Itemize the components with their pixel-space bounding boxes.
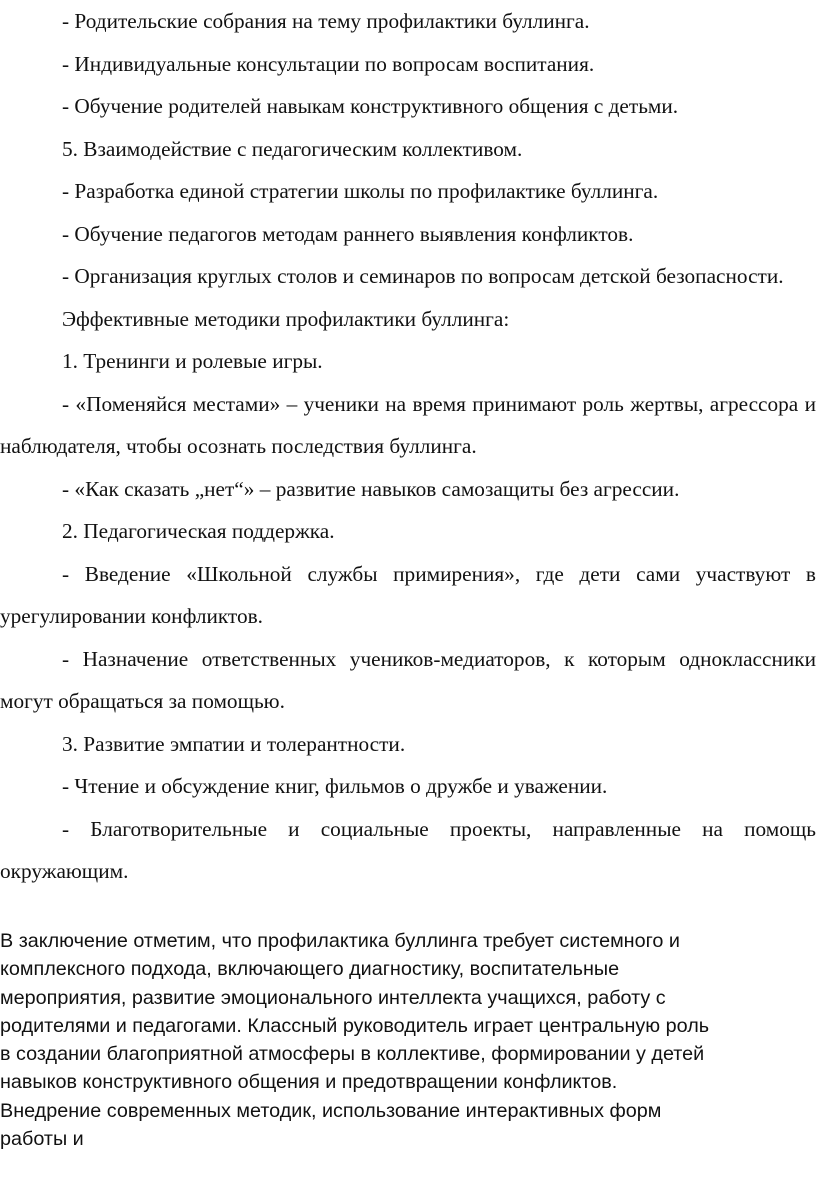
conclusion-paragraph xyxy=(0,927,800,1153)
conclusion-line: навыков конструктивного общения и предотвращении конфликтов. xyxy=(0,1071,618,1094)
list-item-reconciliation-service: - Введение «Школьной службы примирения», где дети сами участвуют в урегулировании конфликтов. xyxy=(0,561,816,628)
list-item-teacher-training: - Обучение педагогов методам раннего выявления конфликтов. xyxy=(62,221,634,246)
subheading-empathy: 3. Развитие эмпатии и толерантности. xyxy=(62,731,406,756)
list-item-charity-projects: - Благотворительные и социальные проекты, направленные на помощь окружающим. xyxy=(0,816,816,883)
list-item-parent-training: - Обучение родителей навыкам конструктивного общения с детьми. xyxy=(62,94,679,118)
list-item-round-tables: - Организация круглых столов и семинаров по вопросам детской безопасности. xyxy=(62,264,784,288)
conclusion-line: В заключение отметим, что профилактика буллинга требует системного и xyxy=(0,930,680,952)
conclusion-line: комплексного подхода, включающего диагностику, воспитательные xyxy=(0,958,620,981)
conclusion-line: родителями и педагогами. Классный руководитель играет центральную роль xyxy=(0,1014,710,1037)
list-item-how-to-say-no: - «Как сказать „нет“» – развитие навыков самозащиты без агрессии. xyxy=(62,476,680,501)
subheading-pedagogical-support: 2. Педагогическая поддержка. xyxy=(62,519,335,543)
list-item-parent-meetings: - Родительские собрания на тему профилактики буллинга. xyxy=(62,9,590,33)
list-item-student-mediators: - Назначение ответственных учеников-медиаторов, к которым одноклассники могут обращаться за помощью. xyxy=(0,646,816,713)
section-heading-effective-methods: Эффективные методики профилактики буллинга: xyxy=(62,306,510,331)
conclusion-line: в создании благоприятной атмосферы в коллективе, формировании у детей xyxy=(0,1043,705,1066)
subheading-trainings: 1. Тренинги и ролевые игры. xyxy=(62,349,323,373)
section-heading-teacher-collaboration: 5. Взаимодействие с педагогическим коллективом. xyxy=(62,136,523,161)
list-item-reading-discussion: - Чтение и обсуждение книг, фильмов о дружбе и уважении. xyxy=(62,774,608,798)
conclusion-line: Внедрение современных методик, использование интерактивных форм xyxy=(0,1099,662,1122)
list-item-individual-consultations: - Индивидуальные консультации по вопросам воспитания. xyxy=(62,51,595,76)
conclusion-line: мероприятия, развитие эмоционального интеллекта учащихся, работу с xyxy=(0,986,666,1009)
list-item-switch-places: - «Поменяйся местами» – ученики на время принимают роль жертвы, агрессора и наблюдателя, чтобы осознать последствия буллинга. xyxy=(0,391,816,458)
list-item-school-strategy: - Разработка единой стратегии школы по профилактике буллинга. xyxy=(62,179,659,203)
conclusion-line: работы и xyxy=(0,1128,84,1151)
